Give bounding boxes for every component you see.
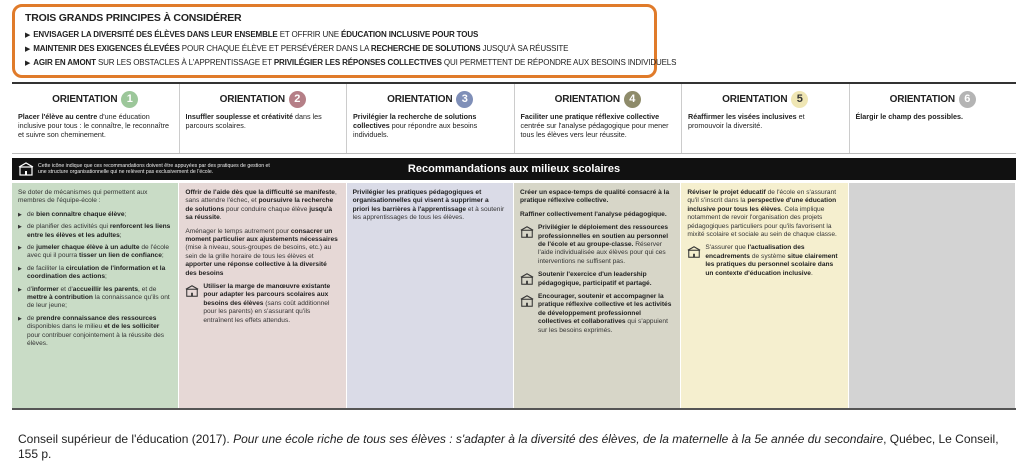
triangle-bullet-icon: ▶ [25, 32, 31, 39]
recommendations-bar [12, 158, 1016, 180]
list-item: ▶ de prendre connaissance des ressources disponibles dans le milieu et de les solliciter pour contribuer conjointement à la réussite des élèves. [18, 315, 172, 349]
school-building-icon [520, 225, 534, 239]
icon-recommendation-text: Privilégier le déploiement des ressources professionnelles en soutien au personnel de l'école et au groupe-classe. Réserver l'aide individualisée aux élèves pour qui ces interventions ne suffisent pas. [537, 224, 669, 265]
orientation-number-badge: 6 [959, 91, 976, 108]
icon-recommendation [185, 283, 339, 325]
recommendation-col-6 [849, 183, 1016, 408]
recommendations-row [12, 183, 1016, 410]
orientation-label: ORIENTATION [219, 93, 285, 105]
orientation-label: ORIENTATION [554, 93, 620, 105]
icon-recommendation-text: Soutenir l'exercice d'un leadership pédagogique, participatif et partagé. [537, 271, 652, 287]
orientation-number-badge: 3 [456, 91, 473, 108]
recommendation-col-2 [179, 183, 346, 408]
recommendation-col-5 [681, 183, 848, 408]
orientation-3 [347, 84, 515, 153]
icon-recommendation [520, 293, 674, 335]
list-item: ▶ de planifier des activités qui renforcent les liens entre les élèves et les adultes; [18, 223, 172, 240]
icon-recommendation [687, 244, 841, 278]
list-item: ▶ de faciliter la circulation de l'information et la coordination des actions; [18, 265, 172, 282]
orientation-1 [12, 84, 180, 153]
recommendation-col-3 [347, 183, 514, 408]
orientation-label: ORIENTATION [889, 93, 955, 105]
citation-title: Pour une école riche de tous ses élèves : s'adapter à la diversité des élèves, de la maternelle à la 5e année du secondaire [233, 432, 884, 446]
icon-legend-note: Cette icône indique que ces recommandations doivent être appuyées par des pratiques de gestion et une structure organisationnelle qui ne relèvent pas exclusivement de l'école. [38, 163, 270, 175]
school-building-icon [185, 284, 199, 298]
principle-2-text: MAINTENIR DES EXIGENCES ÉLEVÉES POUR CHAQUE ÉLÈVE ET PERSÉVÉRER DANS LA RECHERCHE DE SOLUTIONS JUSQU'À SA RÉUSSITE [33, 44, 569, 53]
principles-title: TROIS GRANDS PRINCIPES À CONSIDÉRER [25, 12, 242, 24]
icon-recommendation-text: Encourager, soutenir et accompagner la pratique réflexive collective et les activités de développement professionnel collectives et collaboratives qui s'appuient sur les besoins exprimés. [537, 293, 672, 334]
col1-intro: Se doter de mécanismes qui permettent aux membres de l'équipe-école : [18, 189, 148, 205]
citation-prefix: Conseil supérieur de l'éducation (2017). [18, 432, 234, 446]
orientations-row [12, 82, 1016, 154]
list-item: ▶ de bien connaître chaque élève; [18, 211, 172, 219]
col5-paragraph-1: Réviser le projet éducatif de l'école en s'assurant qu'il s'inscrit dans la perspective d'une éducation inclusive pour tous les élèves. Cela implique notamment de revoir l'organisation des projets pédagogiques particuliers pour qu'ils favorisent la mixité scolaire et sociale au sein de chaque classe. [687, 189, 837, 239]
principle-line-3 [25, 56, 677, 70]
orientation-4 [515, 84, 683, 153]
orientation-number-badge: 5 [791, 91, 808, 108]
principle-line-2 [25, 42, 644, 56]
orientation-2 [180, 84, 348, 153]
triangle-bullet-icon: ▶ [25, 46, 31, 53]
col4-paragraph-1: Créer un espace-temps de qualité consacré à la pratique réflexive collective. [519, 189, 670, 205]
col3-paragraph-1: Privilégier les pratiques pédagogiques et organisationnelles qui visent à supprimer a priori les barrières à l'apprentissage et à soutenir les apprentissages de tous les élèves. [352, 189, 505, 222]
orientation-text: Élargir le champ des possibles. [855, 112, 963, 121]
orientation-label: ORIENTATION [722, 93, 788, 105]
orientation-number-badge: 1 [121, 91, 138, 108]
principle-line-1 [25, 28, 644, 42]
orientation-text: Réaffirmer les visées inclusives et promouvoir la diversité. [688, 112, 805, 130]
principle-3-text: AGIR EN AMONT SUR LES OBSTACLES À L'APPRENTISSAGE ET PRIVILÉGIER LES RÉPONSES COLLECTIVES QUI PERMETTENT DE RÉPONDRE AUX BESOINS INDIVIDUELS [33, 58, 677, 67]
orientation-number-badge: 4 [624, 91, 641, 108]
orientation-text: Placer l'élève au centre d'une éducation inclusive pour tous : le connaître, le reconnaître et suivre son cheminement. [18, 112, 170, 139]
col4-paragraph-2: Raffiner collectivement l'analyse pédagogique. [519, 210, 667, 218]
icon-recommendation [520, 271, 674, 288]
recommendations-title: Recommandations aux milieux scolaires [407, 163, 621, 175]
orientation-6 [850, 84, 1017, 153]
col2-paragraph-2: Aménager le temps autrement pour consacrer un moment particulier aux ajustements nécessaires (mise à niveau, sous-groupes de besoins, etc.) au sein de la grille horaire de tous les élèves et apporter une réponse collective à la diversité des besoins [185, 227, 338, 277]
school-building-icon [687, 245, 701, 259]
principles-box [12, 4, 677, 78]
principle-1-text: ENVISAGER LA DIVERSITÉ DES ÉLÈVES DANS LEUR ENSEMBLE ET OFFRIR UNE ÉDUCATION INCLUSIVE POUR TOUS [33, 30, 479, 39]
list-item: ▶ d'informer et d'accueillir les parents, et de mettre à contribution la connaissance qu'ils ont de leur jeune; [18, 286, 172, 311]
icon-recommendation-text: Utiliser la marge de manœuvre existante pour adapter les parcours scolaires aux besoins des élèves (sans coût additionnel pour les parents) en s'assurant qu'ils entraînent les effets attendus. [203, 283, 331, 324]
orientation-number-badge: 2 [289, 91, 306, 108]
orientation-5 [682, 84, 850, 153]
citation-suffix: , Québec, Le Conseil, 155 p. [18, 432, 999, 461]
citation [18, 432, 1008, 462]
orientation-text: Faciliter une pratique réflexive collective centrée sur l'analyse pédagogique pour mener tous les élèves vers leur réussite. [520, 112, 669, 139]
school-building-icon [520, 294, 534, 308]
orientation-text: Privilégier la recherche de solutions collectives pour répondre aux besoins individuels. [353, 112, 478, 139]
recommendation-col-4 [514, 183, 681, 408]
orientation-label: ORIENTATION [387, 93, 453, 105]
school-building-icon [520, 272, 534, 286]
icon-recommendation [520, 224, 674, 266]
orientation-label: ORIENTATION [52, 93, 118, 105]
icon-recommendation-text: S'assurer que l'actualisation des encadrements de système situe clairement les pratiques du personnel scolaire dans un contexte d'éducation inclusive. [705, 244, 838, 277]
triangle-bullet-icon: ▶ [25, 60, 31, 67]
school-building-icon [18, 161, 34, 177]
list-item: ▶ de jumeler chaque élève à un adulte de l'école avec qui il pourra tisser un lien de confiance; [18, 244, 172, 261]
recommendation-col-1 [12, 183, 179, 408]
col2-paragraph-1: Offrir de l'aide dès que la difficulté se manifeste, sans attendre l'échec, et poursuivre la recherche de solutions pour conduire chaque élève jusqu'à sa réussite. [185, 189, 337, 222]
orientation-text: Insuffler souplesse et créativité dans les parcours scolaires. [185, 112, 322, 130]
